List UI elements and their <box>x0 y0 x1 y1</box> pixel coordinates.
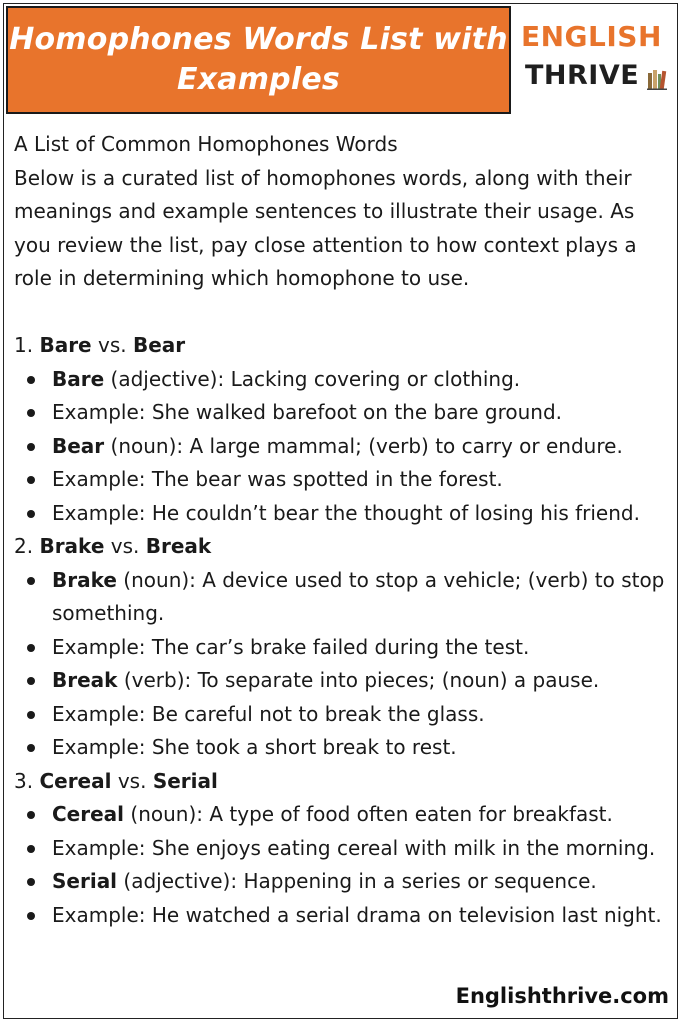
list-item <box>52 798 674 832</box>
section-heading <box>14 329 674 363</box>
definition-list <box>14 363 674 531</box>
list-item <box>52 731 674 765</box>
section-number: 3. <box>14 768 34 793</box>
logo-text-english: ENGLISH <box>521 20 662 53</box>
section-heading <box>14 530 674 564</box>
list-item <box>52 631 674 665</box>
section-number: 2. <box>14 534 34 558</box>
definition-list <box>14 564 674 765</box>
title-line-2: Examples <box>177 62 340 97</box>
definition-term: Break <box>52 668 118 692</box>
definition-text: (noun): A large mammal; (verb) to carry or endure. <box>110 433 623 458</box>
list-item <box>52 463 674 497</box>
definition-text: Example: She took a short break to rest. <box>52 735 457 759</box>
definition-term: Brake <box>52 567 117 592</box>
intro-paragraph: Below is a curated list of homophones words, along with their meanings and example sentences to illustrate their usage. As you review the list, pay close attention to how context plays a role in determining which homophone to use. <box>14 165 637 290</box>
definition-term: Bear <box>52 433 105 458</box>
article-body <box>14 128 674 932</box>
list-item <box>52 865 674 899</box>
definition-text: (noun): A device used to stop a vehicle; (verb) to stop something. <box>52 567 665 625</box>
definition-text: Example: He couldn’t bear the thought of losing his friend. <box>52 500 640 525</box>
list-item <box>52 564 674 631</box>
definition-text: (adjective): Lacking covering or clothing. <box>110 366 521 391</box>
intro-heading: A List of Common Homophones Words <box>14 132 398 156</box>
homophone-word-a: Brake <box>39 534 105 558</box>
list-item <box>52 832 674 866</box>
versus-label: vs. <box>97 333 127 357</box>
definition-term: Serial <box>52 869 118 893</box>
list-item <box>52 396 674 430</box>
definition-text: Example: She enjoys eating cereal with milk in the morning. <box>52 835 656 860</box>
definition-text: Example: Be careful not to break the glass. <box>52 701 485 726</box>
logo-text-thrive: THRIVE <box>525 60 640 91</box>
definition-text: (verb): To separate into pieces; (noun) a pause. <box>123 668 600 692</box>
homophone-word-b: Bear <box>132 333 186 357</box>
homophone-word-a: Cereal <box>39 768 112 793</box>
homophone-word-a: Bare <box>39 333 92 357</box>
definition-term: Bare <box>52 366 105 391</box>
definition-term: Cereal <box>52 802 125 826</box>
list-item <box>52 899 674 933</box>
list-item <box>52 363 674 397</box>
english-thrive-logo <box>521 20 671 110</box>
title-banner <box>6 6 511 114</box>
definition-list <box>14 798 674 932</box>
versus-label: vs. <box>110 534 140 558</box>
title-line-1: Homophones Words List with <box>9 22 508 57</box>
list-item <box>52 698 674 732</box>
homophone-sections <box>14 329 674 932</box>
section-heading <box>14 765 674 799</box>
page-title <box>9 20 508 100</box>
definition-text: Example: The bear was spotted in the forest. <box>52 467 503 491</box>
definition-text: (noun): A type of food often eaten for breakfast. <box>130 802 613 826</box>
definition-text: (adjective): Happening in a series or sequence. <box>123 869 597 893</box>
homophone-word-b: Serial <box>152 768 218 793</box>
homophone-word-b: Break <box>145 534 212 558</box>
list-item <box>52 430 674 464</box>
definition-text: Example: He watched a serial drama on television last night. <box>52 902 662 927</box>
definition-text: Example: She walked barefoot on the bare ground. <box>52 400 563 424</box>
definition-text: Example: The car’s brake failed during the test. <box>52 634 530 659</box>
section-number: 1. <box>14 333 34 357</box>
books-icon <box>647 68 667 90</box>
spacer <box>14 296 674 330</box>
footer-website: Englishthrive.com <box>455 984 669 1008</box>
list-item <box>52 497 674 531</box>
list-item <box>52 664 674 698</box>
versus-label: vs. <box>117 768 147 793</box>
